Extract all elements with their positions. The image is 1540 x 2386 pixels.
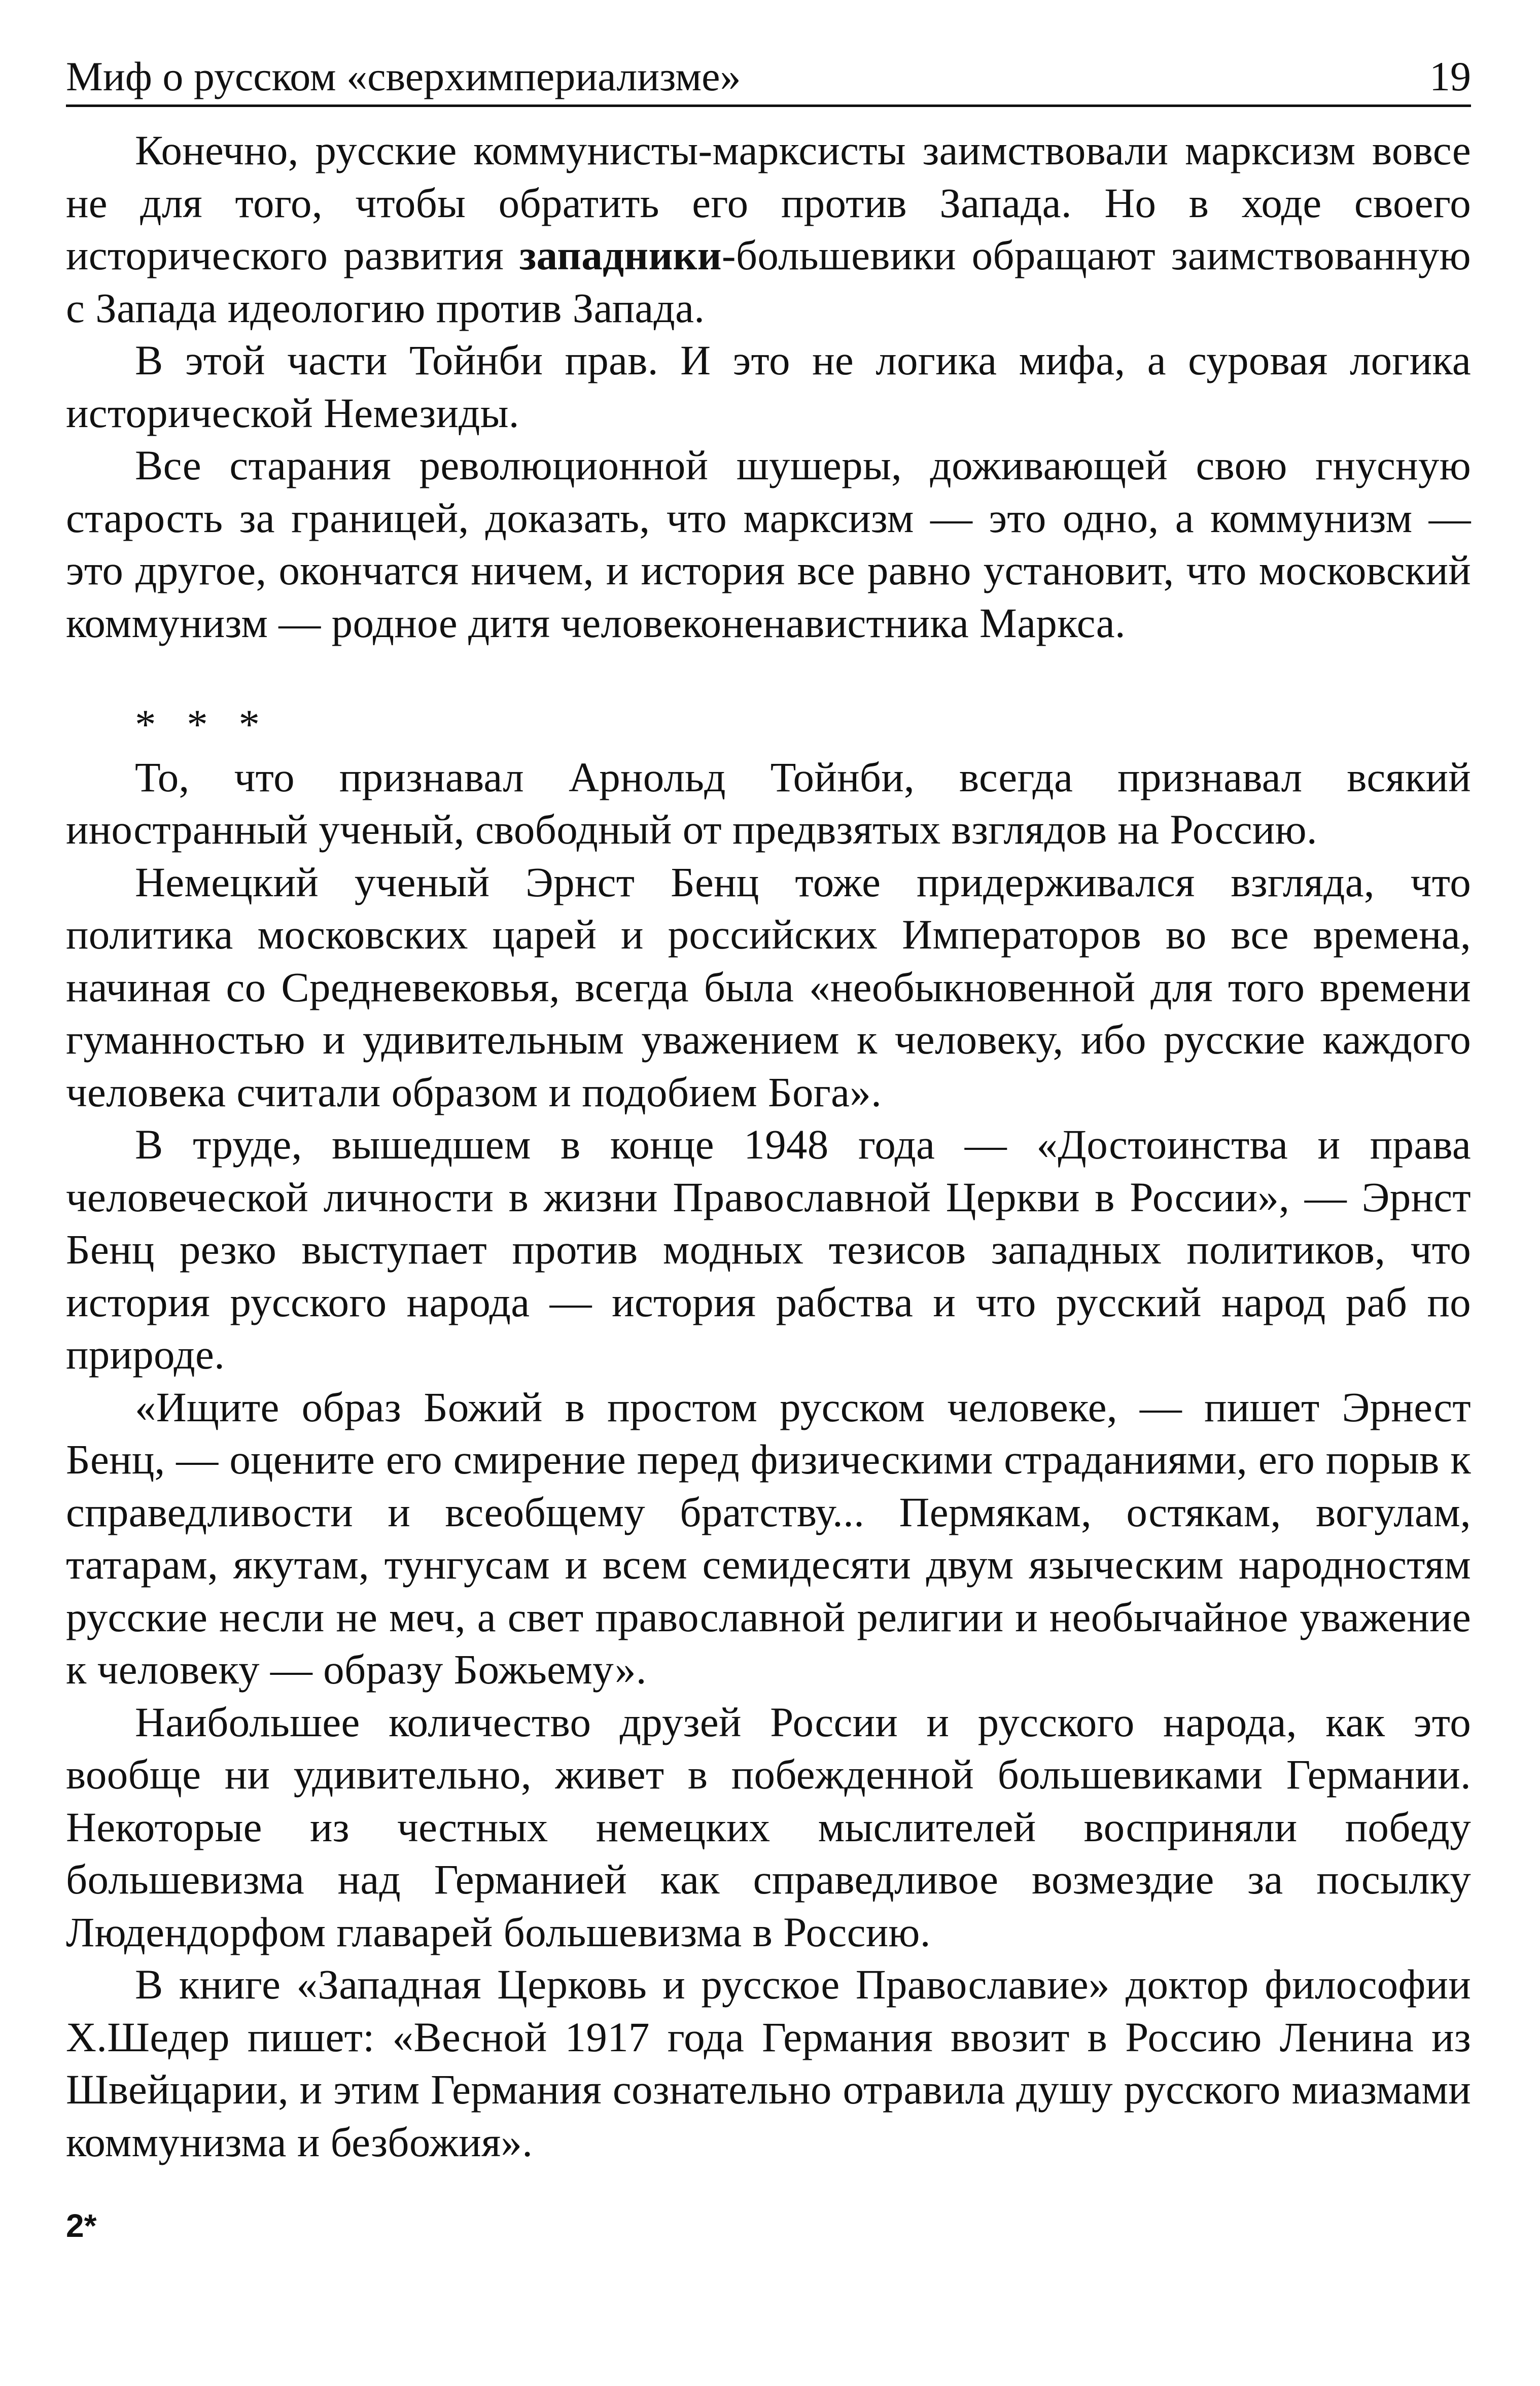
paragraph: В этой части Тойнби прав. И это не логика мифа, а суровая логика исторической Немезиды. bbox=[66, 337, 1471, 436]
paragraph: Немецкий ученый Эрнст Бенц тоже придерживался взгляда, что политика московских царей и российских Императоров во все времена, начиная со Средневековья, всегда была «необыкновенной для того времени гуманностью и удивительным уважением к человеку, ибо русские каждого человека считали образом и подобием Бога». bbox=[66, 858, 1471, 1115]
paragraph: В книге «Западная Церковь и русское Православие» доктор философии Х.Шедер пишет: «Весной 1917 года Германия ввозит в Россию Ленина из Швейцарии, и этим Германия сознательно отравила душу русского миазмами коммунизма и безбожия». bbox=[66, 1961, 1471, 2165]
paragraph: То, что признавал Арнольд Тойнби, всегда признавал всякий иностранный ученый, свободный от предвзятых взглядов на Россию. bbox=[66, 753, 1471, 853]
running-head bbox=[66, 49, 1471, 107]
page-number: 19 bbox=[1429, 53, 1471, 99]
bold-term: западники bbox=[519, 232, 722, 278]
section-break: * * * bbox=[135, 701, 270, 748]
paragraph bbox=[66, 124, 1471, 334]
paragraph: «Ищите образ Божий в простом русском человеке, — пишет Эрнест Бенц, — оцените его смирение перед физическими страданиями, его порыв к справедливости и всеобщему братству... Пермякам, остякам, вогулам, татарам, якутам, тунгусам и всем семидесяти двум языческим народностям русские несли не меч, а свет православной религии и необычайное уважение к человеку — образу Божьему». bbox=[66, 1383, 1471, 1693]
paragraph: Все старания революционной шушеры, доживающей свою гнусную старость за границей, доказать, что марксизм — это одно, а коммунизм — это другое, окончатся ничем, и история все равно установит, что московский коммунизм — родное дитя человеконенавистника Маркса. bbox=[66, 442, 1471, 646]
running-head-title: Миф о русском «сверхимпериализме» bbox=[66, 53, 741, 99]
paragraph-text-end: -большевики обращают заимствованную с Запада идеологию против Запада. bbox=[66, 232, 1471, 331]
printer-signature-mark: 2* bbox=[66, 2207, 97, 2244]
paragraph: Наибольшее количество друзей России и русского народа, как это вообще ни удивительно, живет в побежденной большевиками Германии. Некоторые из честных немецких мыслителей восприняли победу большевизма над Германией как справедливое возмездие за посылку Людендорфом главарей большевизма в Россию. bbox=[66, 1698, 1471, 1955]
paragraph-text-start: Конечно, русские коммунисты-марксисты заимствовали марксизм вовсе не для того, чтобы обратить его против Запада. Но в ходе своего исторического развития bbox=[66, 127, 1471, 278]
body-text bbox=[66, 124, 1471, 2168]
paragraph: В труде, вышедшем в конце 1948 года — «Достоинства и права человеческой личности в жизни Православной Церкви в России», — Эрнст Бенц резко выступает против модных тезисов западных политиков, что история русского народа — история рабства и что русский народ раб по природе. bbox=[66, 1121, 1471, 1378]
